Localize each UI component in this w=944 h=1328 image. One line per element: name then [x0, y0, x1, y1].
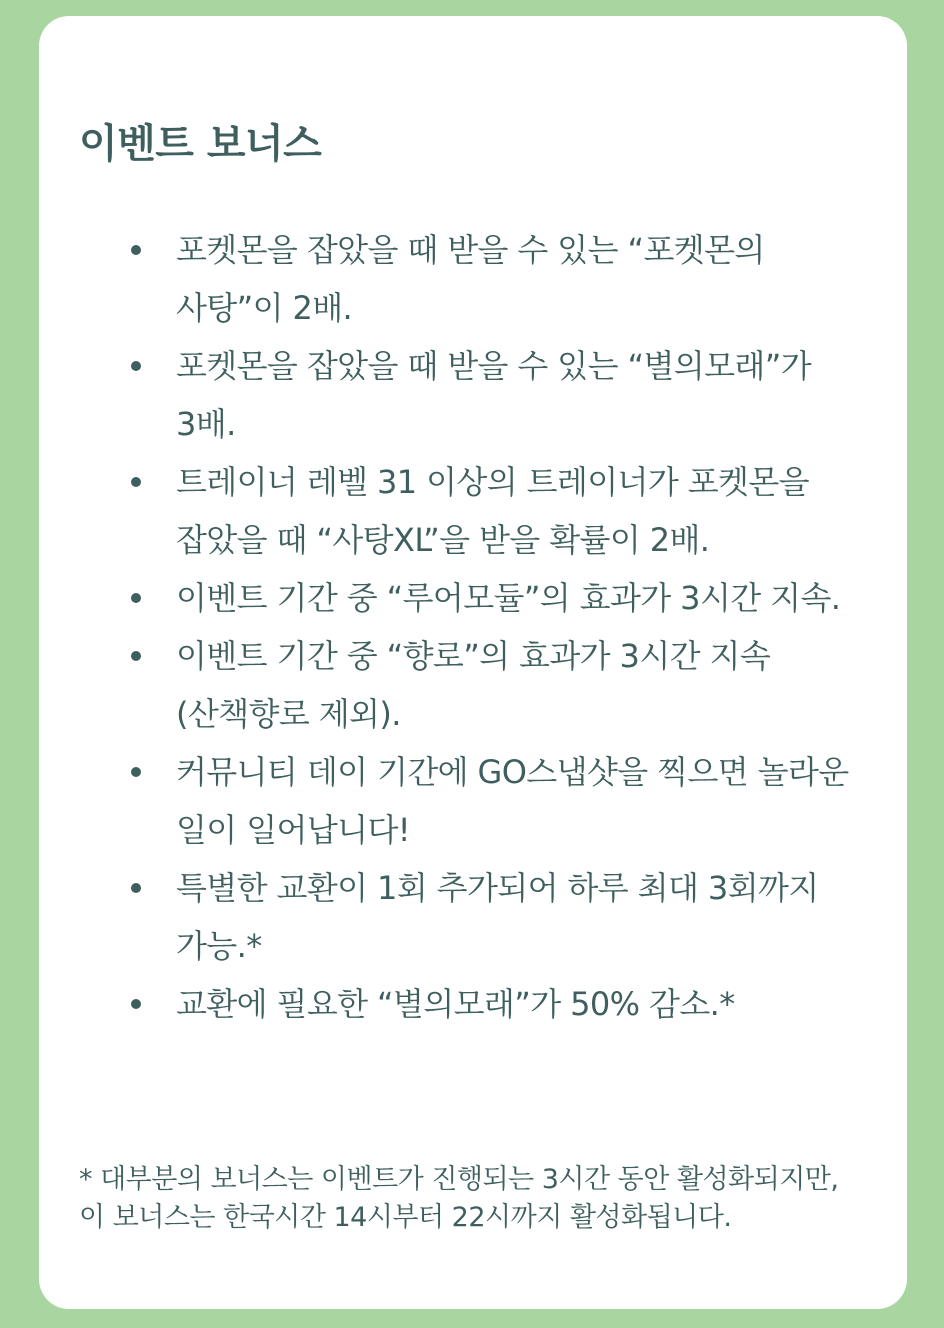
bonus-item-stardust	[131, 337, 871, 453]
bonus-item-incense	[131, 627, 871, 743]
bullet-icon	[131, 361, 141, 371]
section-title: 이벤트 보너스	[79, 121, 322, 167]
bullet-icon	[131, 999, 141, 1009]
bullet-icon	[131, 767, 141, 777]
bonus-text: 포켓몬을 잡았을 때 받을 수 있는 “별의모래”가 3배.	[176, 347, 812, 443]
bullet-icon	[131, 593, 141, 603]
bonus-item-snapshot	[131, 743, 871, 859]
bonus-text: 커뮤니티 데이 기간에 GO스냅샷을 찍으면 놀라운 일이 일어납니다!	[176, 753, 849, 849]
bonus-item-candy-xl	[131, 453, 871, 569]
bullet-icon	[131, 245, 141, 255]
bonus-item-lure-module	[131, 569, 871, 627]
bullet-icon	[131, 477, 141, 487]
event-bonus-card	[39, 16, 907, 1309]
bonus-text: 교환에 필요한 “별의모래”가 50% 감소.*	[176, 985, 735, 1023]
bullet-icon	[131, 883, 141, 893]
bullet-icon	[131, 651, 141, 661]
bonus-list	[131, 221, 871, 1033]
bonus-item-candy	[131, 221, 871, 337]
bonus-text: 트레이너 레벨 31 이상의 트레이너가 포켓몬을 잡았을 때 “사탕XL”을 받을 확률이 2배.	[176, 463, 809, 559]
bonus-text: 이벤트 기간 중 “향로”의 효과가 3시간 지속(산책향로 제외).	[176, 637, 771, 733]
bonus-item-trade-stardust	[131, 975, 871, 1033]
bonus-item-special-trade	[131, 859, 871, 975]
bonus-text: 이벤트 기간 중 “루어모듈”의 효과가 3시간 지속.	[176, 579, 841, 617]
bonus-text: 특별한 교환이 1회 추가되어 하루 최대 3회까지 가능.*	[176, 869, 819, 965]
footnote: * 대부분의 보너스는 이벤트가 진행되는 3시간 동안 활성화되지만, 이 보너스는 한국시간 14시부터 22시까지 활성화됩니다.	[79, 1164, 839, 1233]
bonus-text: 포켓몬을 잡았을 때 받을 수 있는 “포켓몬의 사탕”이 2배.	[176, 231, 765, 327]
